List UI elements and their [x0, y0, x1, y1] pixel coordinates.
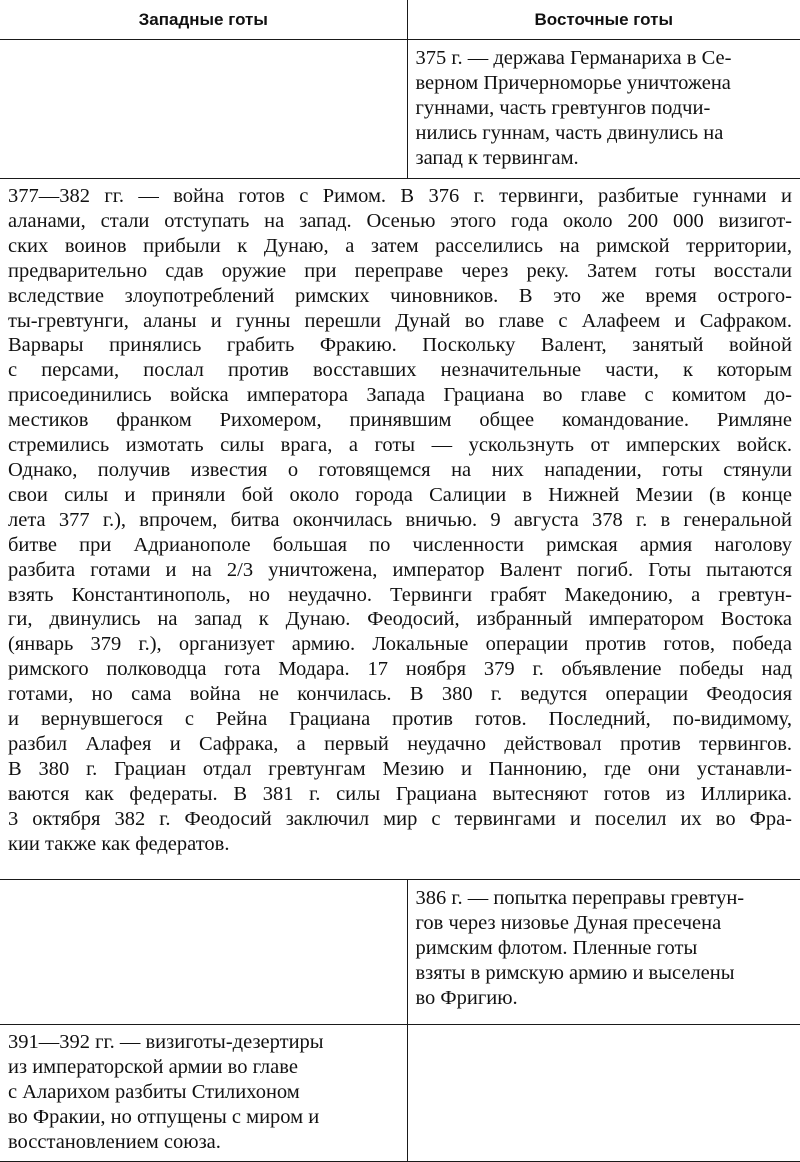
text-line: 391—392 гг. — визиготы-дезертиры: [8, 1031, 324, 1053]
text-line: ских воинов прибыли к Дунаю, а затем расселились на римской территории,: [8, 234, 792, 257]
merged-cell: [0, 179, 800, 880]
text-line: запад к тервингам.: [415, 146, 579, 169]
eastern-goths-cell: [407, 40, 800, 179]
text-line: присоединились войска императора Запада Грациана во главе с комитом до-: [8, 384, 792, 407]
text-line: из императорской армии во главе: [8, 1055, 298, 1078]
header-eastern-goths: Восточные готы: [407, 0, 800, 40]
header-row: [0, 0, 800, 40]
table-row: [0, 1025, 800, 1162]
text-line: с Аларихом разбиты Стилихоном: [8, 1080, 300, 1103]
text-line: Однако, получив известия о готовящемся на них нападении, готы стянули: [8, 458, 792, 481]
text-line: 386 г. — попытка переправы гревтун-: [415, 887, 745, 909]
western-goths-cell: [0, 40, 407, 179]
text-line: нились гуннам, часть двинулись на: [415, 121, 724, 144]
text-line: В 380 г. Грациан отдал гревтунгам Мезию и Паннонию, где они устанавли-: [8, 757, 792, 780]
text-line: во Фригию.: [415, 986, 518, 1009]
event-386: [408, 880, 800, 1017]
text-line: разбил Алафея и Сафрака, а первый неудачно действовал против тервингов.: [8, 732, 792, 755]
eastern-goths-cell: [407, 880, 800, 1025]
text-line: с персами, послал против восставших незначительные части, к которым: [8, 359, 792, 382]
text-line: Варвары принялись грабить Фракию. Поскольку Валент, занятый войной: [8, 334, 792, 357]
text-line: ги, двинулись на запад к Дунаю. Феодосий, избранный императором Востока: [8, 608, 792, 631]
text-line: взяты в римскую армию и выселены: [415, 961, 735, 984]
text-line: предварительно сдав оружие при переправе через реку. Затем готы восстали: [8, 259, 792, 282]
text-line: 375 г. — держава Германариха в Се-: [415, 47, 732, 69]
text-line: лета 377 г.), впрочем, битва окончилась вничью. 9 августа 378 г. в генеральной: [8, 508, 792, 531]
text-line: разбита готами и на 2/3 уничтожена, император Валент погиб. Готы пытаются: [8, 558, 792, 581]
event-391-392: [0, 1025, 407, 1161]
text-line: и вернувшегося с Рейна Грациана против готов. Последний, по-видимому,: [8, 708, 792, 731]
text-line: аланами, стали отступать на запад. Осенью этого года около 200 000 визигот-: [8, 209, 792, 232]
text-line: ты-гревтунги, аланы и гунны перешли Дунай во главе с Алафеем и Сафраком.: [8, 309, 792, 332]
text-line: взять Константинополь, но неудачно. Тервинги грабят Македонию, а гревтун-: [8, 583, 792, 606]
text-line: верном Причерноморье уничтожена: [415, 71, 731, 94]
western-goths-cell: [0, 880, 407, 1025]
text-line: свои силы и приняли бой около города Салиции в Нижней Мезии (в конце: [8, 483, 792, 506]
text-line: восстановлением союза.: [8, 1130, 221, 1153]
text-line: гуннами, часть гревтунгов подчи-: [415, 96, 711, 119]
text-line: вследствие злоупотреблений римских чиновников. В это же время острого-: [8, 284, 792, 307]
western-goths-cell: [0, 1025, 407, 1162]
text-line: готами, но сама война не кончилась. В 380 г. ведутся операции Феодосия: [8, 683, 792, 706]
text-line: римского полководца гота Модара. 17 ноября 379 г. объявление победы над: [8, 658, 792, 681]
event-375: [408, 40, 800, 177]
text-line: стремились измотать силы врага, а готы — ускользнуть от имперских войск.: [8, 434, 792, 457]
table-row: [0, 40, 800, 179]
text-line: 3 октября 382 г. Феодосий заключил мир с тервингами и поселил их во Фра-: [8, 807, 792, 830]
text-line: местиков франком Рихомером, принявшим общее командование. Римляне: [8, 409, 792, 432]
event-377-382-war: [0, 179, 800, 862]
header-western-goths: Западные готы: [0, 0, 407, 40]
eastern-goths-cell: [407, 1025, 800, 1162]
text-line: ваются как федераты. В 381 г. силы Грациана вытесняют готов из Иллирика.: [8, 782, 792, 805]
text-line: римским флотом. Пленные готы: [415, 936, 698, 959]
text-line: 377—382 гг. — война готов с Римом. В 376 г. тервинги, разбитые гуннами и: [8, 185, 792, 207]
text-line: (январь 379 г.), организует армию. Локальные операции против готов, победа: [8, 633, 792, 656]
text-line: во Фракии, но отпущены с миром и: [8, 1105, 320, 1128]
text-line: кии также как федератов.: [8, 832, 230, 855]
table-row: [0, 179, 800, 880]
table-row: [0, 880, 800, 1025]
text-line: битве при Адрианополе большая по численности римская армия наголову: [8, 533, 792, 556]
text-line: гов через низовье Дуная пресечена: [415, 911, 722, 934]
